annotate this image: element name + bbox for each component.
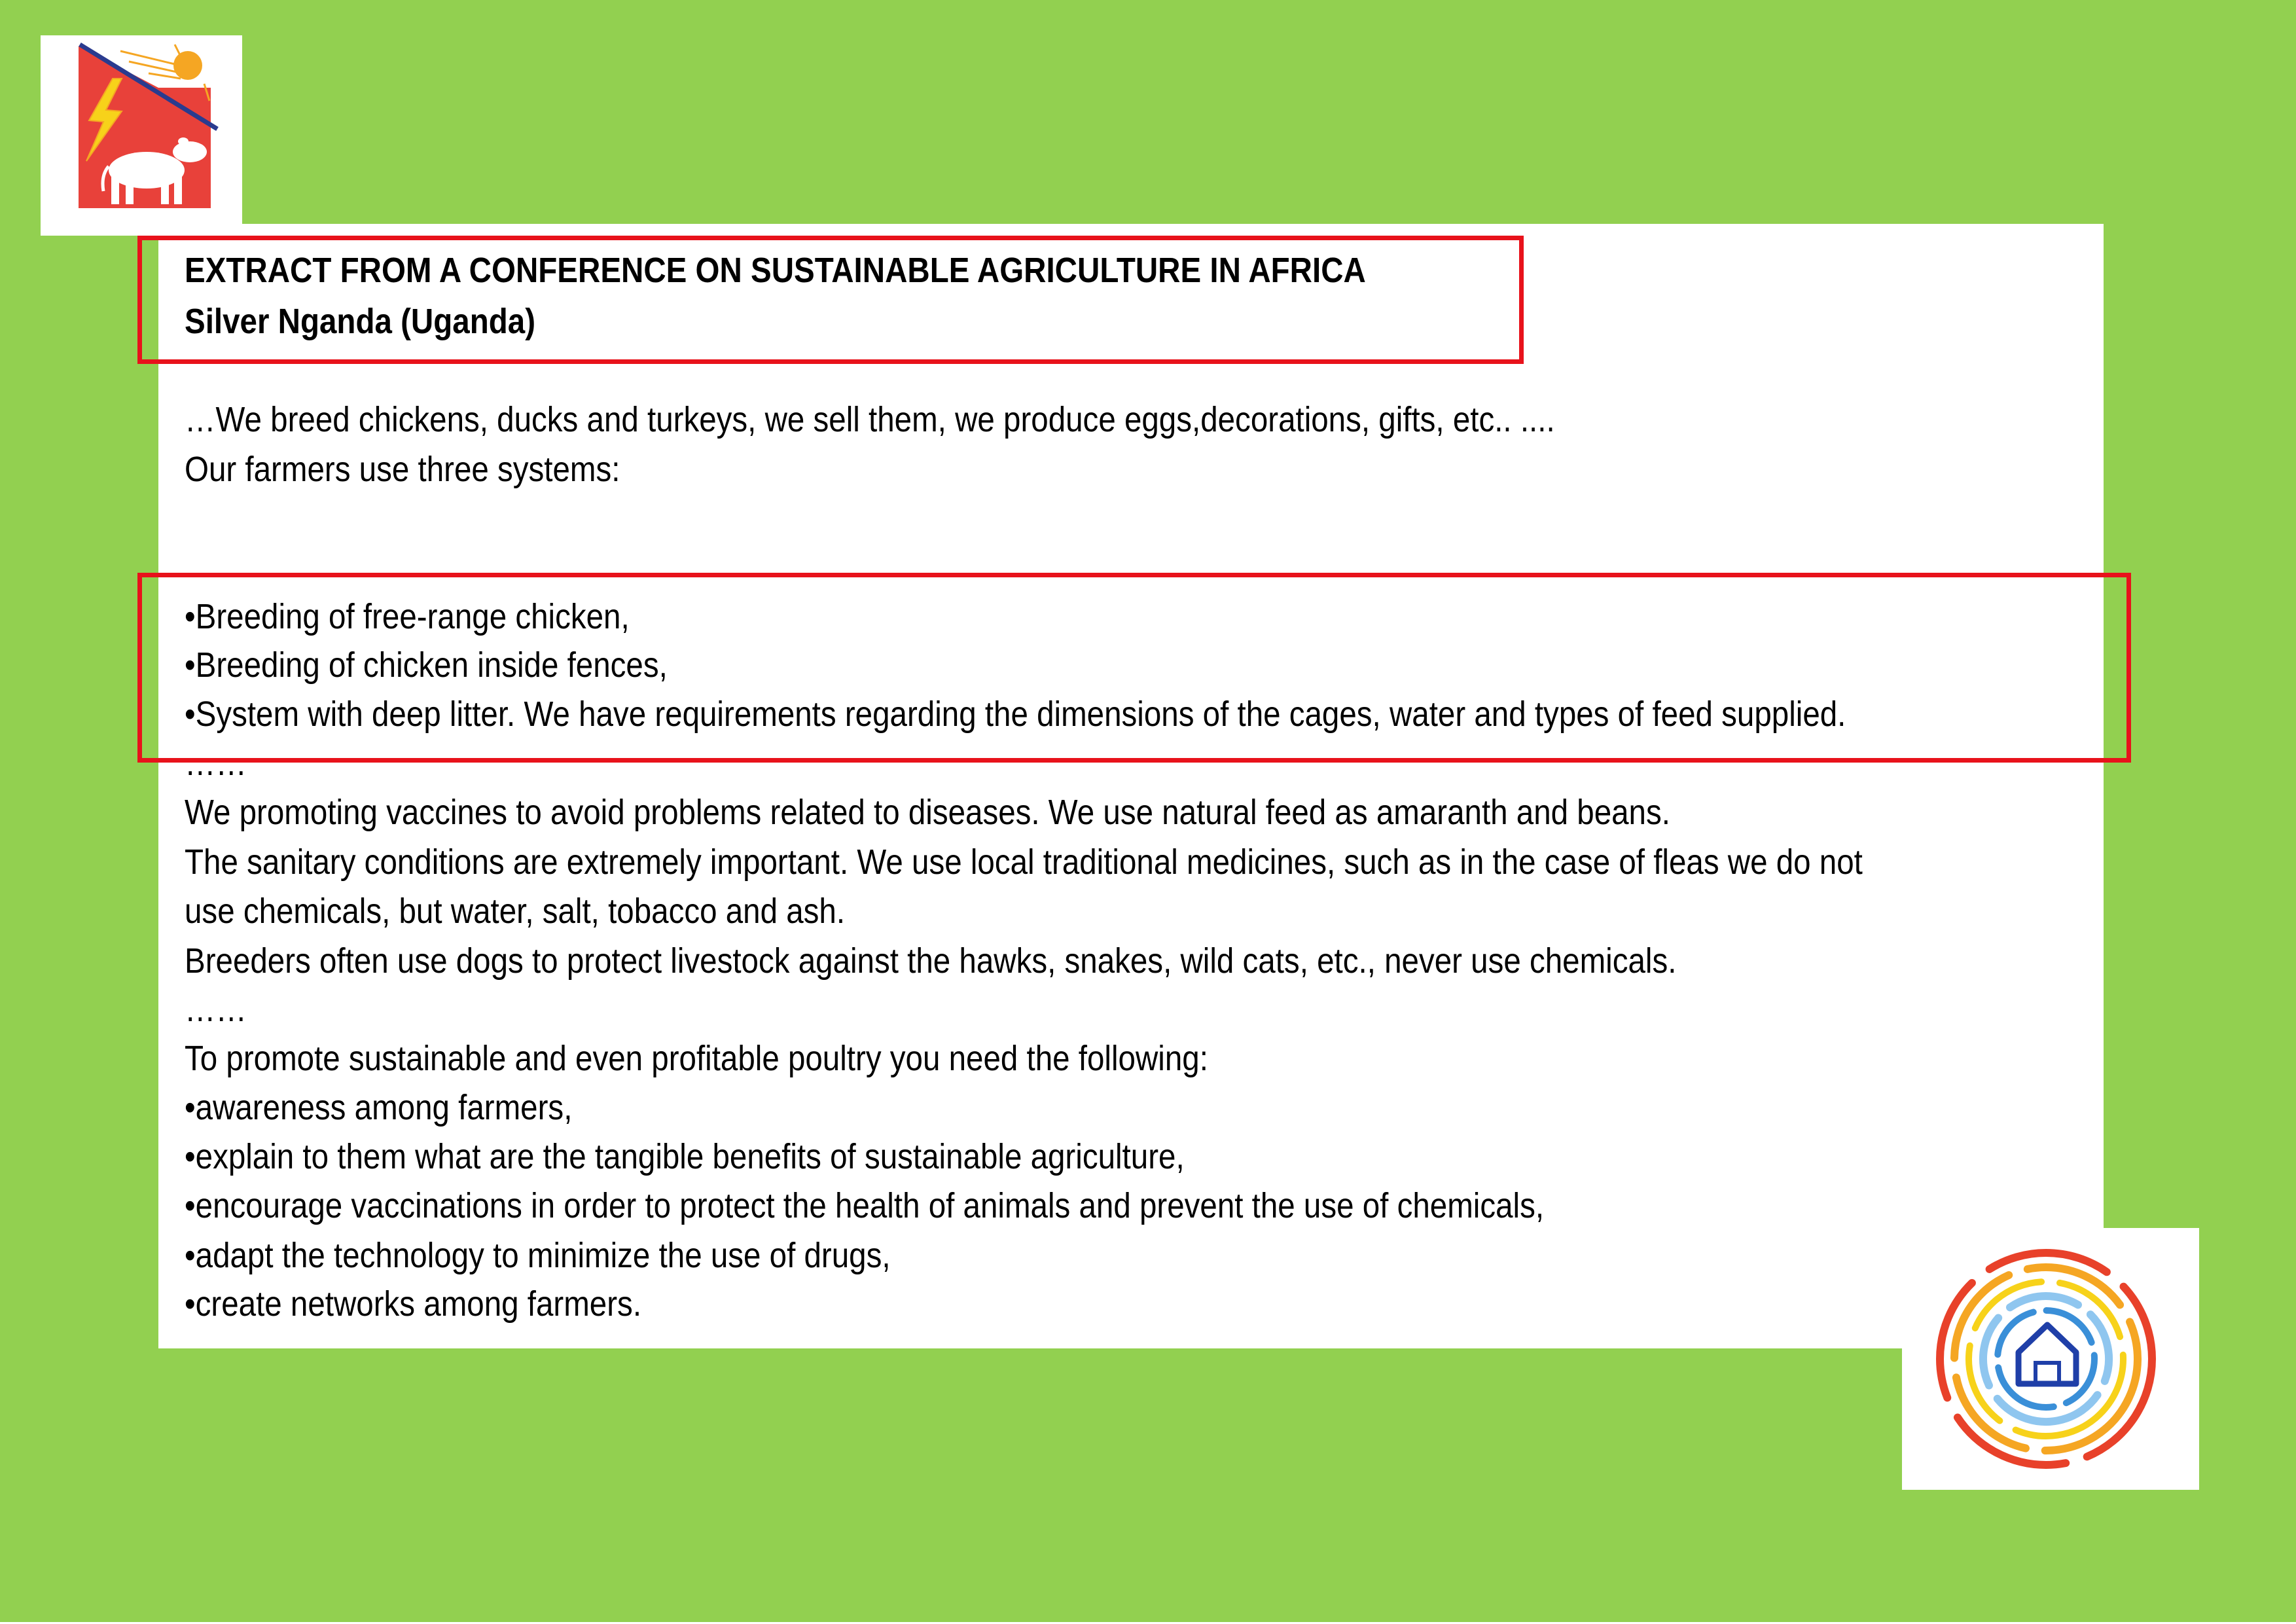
body-paragraph: The sanitary conditions are extremely important. We use local traditional medicines, such as in the case of fleas we do not bbox=[185, 842, 1863, 882]
body-paragraph: Breeders often use dogs to protect livestock against the hawks, snakes, wild cats, etc., never use chemicals. bbox=[185, 941, 1677, 981]
title-highlight-box bbox=[137, 236, 1524, 364]
needs-list-item: •adapt the technology to minimize the use of drugs, bbox=[185, 1236, 891, 1275]
system-list-item: •System with deep litter. We have requirements regarding the dimensions of the cages, water and types of feed supplied. bbox=[185, 695, 1846, 734]
intro-line: Our farmers use three systems: bbox=[185, 450, 620, 489]
system-list-item: •Breeding of free-range chicken, bbox=[185, 597, 630, 636]
page-title: EXTRACT FROM A CONFERENCE ON SUSTAINABLE AGRICULTURE IN AFRICA bbox=[185, 251, 1366, 290]
needs-list-item: •encourage vaccinations in order to protect the health of animals and prevent the use of chemicals, bbox=[185, 1186, 1545, 1225]
author-name: Silver Nganda (Uganda) bbox=[185, 302, 536, 341]
needs-list-item: •create networks among farmers. bbox=[185, 1284, 642, 1324]
needs-list-item: •awareness among farmers, bbox=[185, 1088, 573, 1127]
body-paragraph: To promote sustainable and even profitable poultry you need the following: bbox=[185, 1039, 1208, 1078]
circular-house-logo-icon bbox=[1902, 1228, 2199, 1490]
body-paragraph: We promoting vaccines to avoid problems related to diseases. We use natural feed as amaranth and beans. bbox=[185, 793, 1670, 832]
farm-energy-logo-icon bbox=[41, 35, 242, 236]
system-list-item: •Breeding of chicken inside fences, bbox=[185, 645, 668, 685]
intro-line: …We breed chickens, ducks and turkeys, we sell them, we produce eggs,decorations, gifts, etc.. .... bbox=[185, 400, 1555, 439]
ellipsis: …… bbox=[185, 744, 247, 783]
body-paragraph: use chemicals, but water, salt, tobacco and ash. bbox=[185, 892, 846, 931]
systems-highlight-box bbox=[137, 573, 2131, 763]
ellipsis: …… bbox=[185, 990, 247, 1029]
needs-list-item: •explain to them what are the tangible benefits of sustainable agriculture, bbox=[185, 1137, 1185, 1176]
